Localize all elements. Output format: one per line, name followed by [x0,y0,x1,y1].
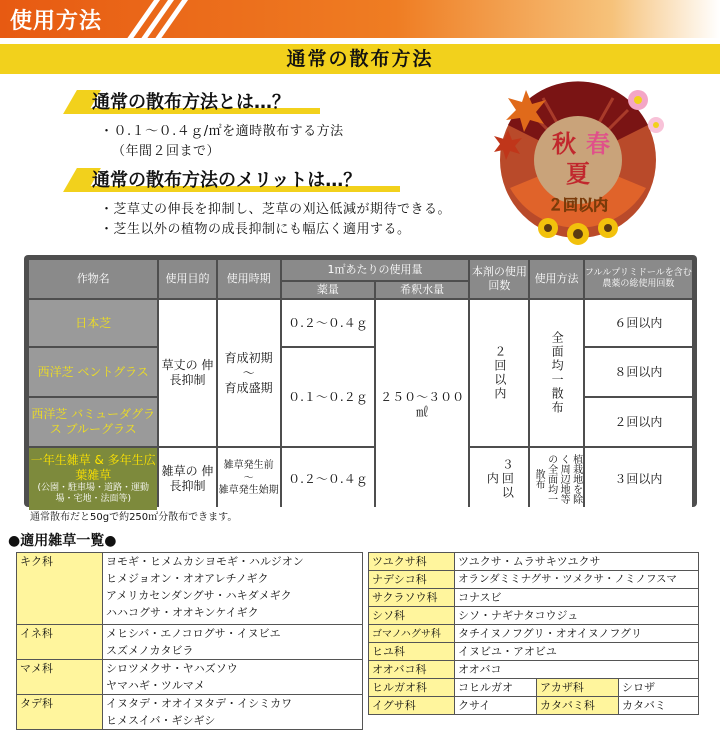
table-row [17,695,363,730]
weed-names [103,695,363,730]
table-row [369,553,699,571]
weed-names: タチイヌノフグリ・オオイヌノフグリ [455,625,699,643]
weed-family: マメ科 [17,660,103,695]
crop-weeds-main: 一年生雑草 & 多年生広葉雑草 [30,452,156,482]
weed-line: ヒメスイバ・ギシギシ [106,714,216,727]
total-row3: ２回以内 [585,398,692,446]
timing-turf [218,300,280,446]
table-row [17,660,363,695]
total-row4: ３回以内 [585,448,692,510]
table-row [369,607,699,625]
dose-row2: ０.１〜０.２ｇ [282,348,374,446]
weed-family: ヒユ科 [369,643,455,661]
heading-merit [70,166,410,192]
water-amount: ２５０〜３００㎖ [376,300,468,510]
weed-line: ハハコグサ・オオキンケイギク [106,606,259,619]
table-row [369,625,699,643]
dose-row1: ０.２〜０.４ｇ [282,300,374,346]
heading-what-is-text: 通常の散布方法とは…？ [92,92,290,113]
weed-names: カタバミ [619,697,699,715]
merit-line1: ・芝草丈の伸長を抑制し、芝草の刈込低減が期待できる。 [100,202,452,217]
heading-merit-text: 通常の散布方法のメリットは…？ [92,170,362,191]
header-dose: 薬量 [282,282,374,298]
weed-line: アメリカセンダングサ・ハキダメギク [106,589,292,602]
dose-row4: ０.２〜０.４ｇ [282,448,374,510]
table-row [369,589,699,607]
heading-what-is [70,88,330,114]
method-weeds [530,448,582,510]
usage-table [27,258,694,512]
timing-weeds-end: 雑草発生始期 [218,485,279,497]
season-wheel-graphic [488,70,668,250]
weed-family: サクラソウ科 [369,589,455,607]
times-weeds [470,448,528,510]
weed-line: シロツメクサ・ヤハズソウ [106,662,238,675]
table-row [369,661,699,679]
usage-table-frame [24,255,697,507]
header-purpose: 使用目的 [159,260,215,298]
timing-weeds-start: 雑草発生前 [223,460,274,472]
weed-line: ヤマハギ・ツルマメ [106,679,205,692]
weed-names: コヒルガオ [455,679,537,697]
weed-family: カタバミ科 [537,697,619,715]
weed-family: ゴマノハグサ科 [369,625,455,643]
crop-bentgrass: 西洋芝 ベントグラス [29,348,157,396]
season-summer: 夏 [566,159,590,188]
weed-table-right [368,552,699,715]
weed-names: コナスビ [455,589,699,607]
header-method: 使用方法 [530,260,582,298]
header-total: フルルプリミドールを含む農薬の総使用回数 [585,260,692,298]
purpose-weeds: 雑草の 伸長抑制 [159,448,215,510]
times-weeds-text: ３回以内 [485,458,515,500]
season-spring: 春 [586,129,610,158]
header-times: 本剤の使用回数 [470,260,528,298]
method-desc-line1: ・０.１〜０.４ｇ/㎡を適時散布する方法 [100,124,344,139]
page-title: 使用方法 [10,8,103,34]
times-turf [470,300,528,446]
times-turf-text: ２回以内 [492,345,507,401]
timing-turf-start: 育成初期 [224,350,273,365]
table-row [369,697,699,715]
weed-line: メヒシバ・エノコログサ・イヌビエ [106,627,281,640]
purpose-turf: 草丈の 伸長抑制 [159,300,215,446]
total-row1: ６回以内 [585,300,692,346]
weed-family: シソ科 [369,607,455,625]
weed-names: クサイ [455,697,537,715]
weed-family: タデ科 [17,695,103,730]
crop-japanese-turf: 日本芝 [29,300,157,346]
total-row2: ８回以内 [585,348,692,396]
weed-family: イグサ科 [369,697,455,715]
weed-names: シロザ [619,679,699,697]
table-row [369,643,699,661]
weed-names: オランダミミナグサ・ツメクサ・ノミノフスマ [455,571,699,589]
season-limit-label: ２回以内 [547,196,609,214]
table-row [369,571,699,589]
timing-turf-sep: 〜 [242,365,255,380]
merit-line2: ・芝生以外の植物の成長抑制にも幅広く適用する。 [100,222,411,237]
weed-family: キク科 [17,553,103,625]
method-turf [530,300,582,446]
usage-note: 通常散布だと50gで約250㎡分散布できます。 [30,512,238,523]
method-turf-text: 全面均一散布 [550,331,565,415]
weed-names [103,553,363,625]
weed-names: ツユクサ・ムラサキツユクサ [455,553,699,571]
weed-family: ヒルガオ科 [369,679,455,697]
crop-weeds-sub: (公園・駐車場・道路・運動場・宅地・法面等) [37,482,149,504]
crop-weeds [29,448,157,510]
table-row [369,679,699,697]
timing-weeds-sep: 〜 [243,472,254,484]
weed-names [103,660,363,695]
table-row [17,625,363,660]
weed-names: シソ・ナギナタコウジュ [455,607,699,625]
weed-list-title: ●適用雑草一覧● [8,533,117,549]
top-header-bar [0,0,720,38]
weed-names: イヌビユ・アオビユ [455,643,699,661]
weed-names: オオバコ [455,661,699,679]
table-row [17,553,363,625]
weed-family: ナデシコ科 [369,571,455,589]
weed-family: オオバコ科 [369,661,455,679]
weed-names [103,625,363,660]
header-timing: 使用時期 [218,260,280,298]
crop-bermuda-blue: 西洋芝 バミューダグラス ブルーグラス [29,398,157,446]
weed-line: スズメノカタビラ [106,644,194,657]
timing-weeds [218,448,280,510]
method-desc-line2: （年間２回まで） [112,144,221,159]
weed-family: アカザ科 [537,679,619,697]
weed-family: ツユクサ科 [369,553,455,571]
timing-turf-end: 育成盛期 [224,380,273,395]
weed-line: ヨモギ・ヒメムカシヨモギ・ハルジオン [106,555,304,568]
weed-table-left [16,552,363,730]
season-autumn: 秋 [552,129,576,158]
weed-line: イヌタデ・オオイヌタデ・イシミカワ [106,697,293,710]
weed-line: ヒメジョオン・オオアレチノギク [106,572,269,585]
banner-title: 通常の散布方法 [286,48,434,70]
weed-family: イネ科 [17,625,103,660]
header-water: 希釈水量 [376,282,468,298]
header-stripes [132,0,192,38]
header-crop: 作物名 [29,260,157,298]
header-usage-per-m2: 1㎡あたりの使用量 [282,260,469,280]
method-weeds-text: 植栽地を除く周辺地等の全面均一散布 [533,454,582,504]
